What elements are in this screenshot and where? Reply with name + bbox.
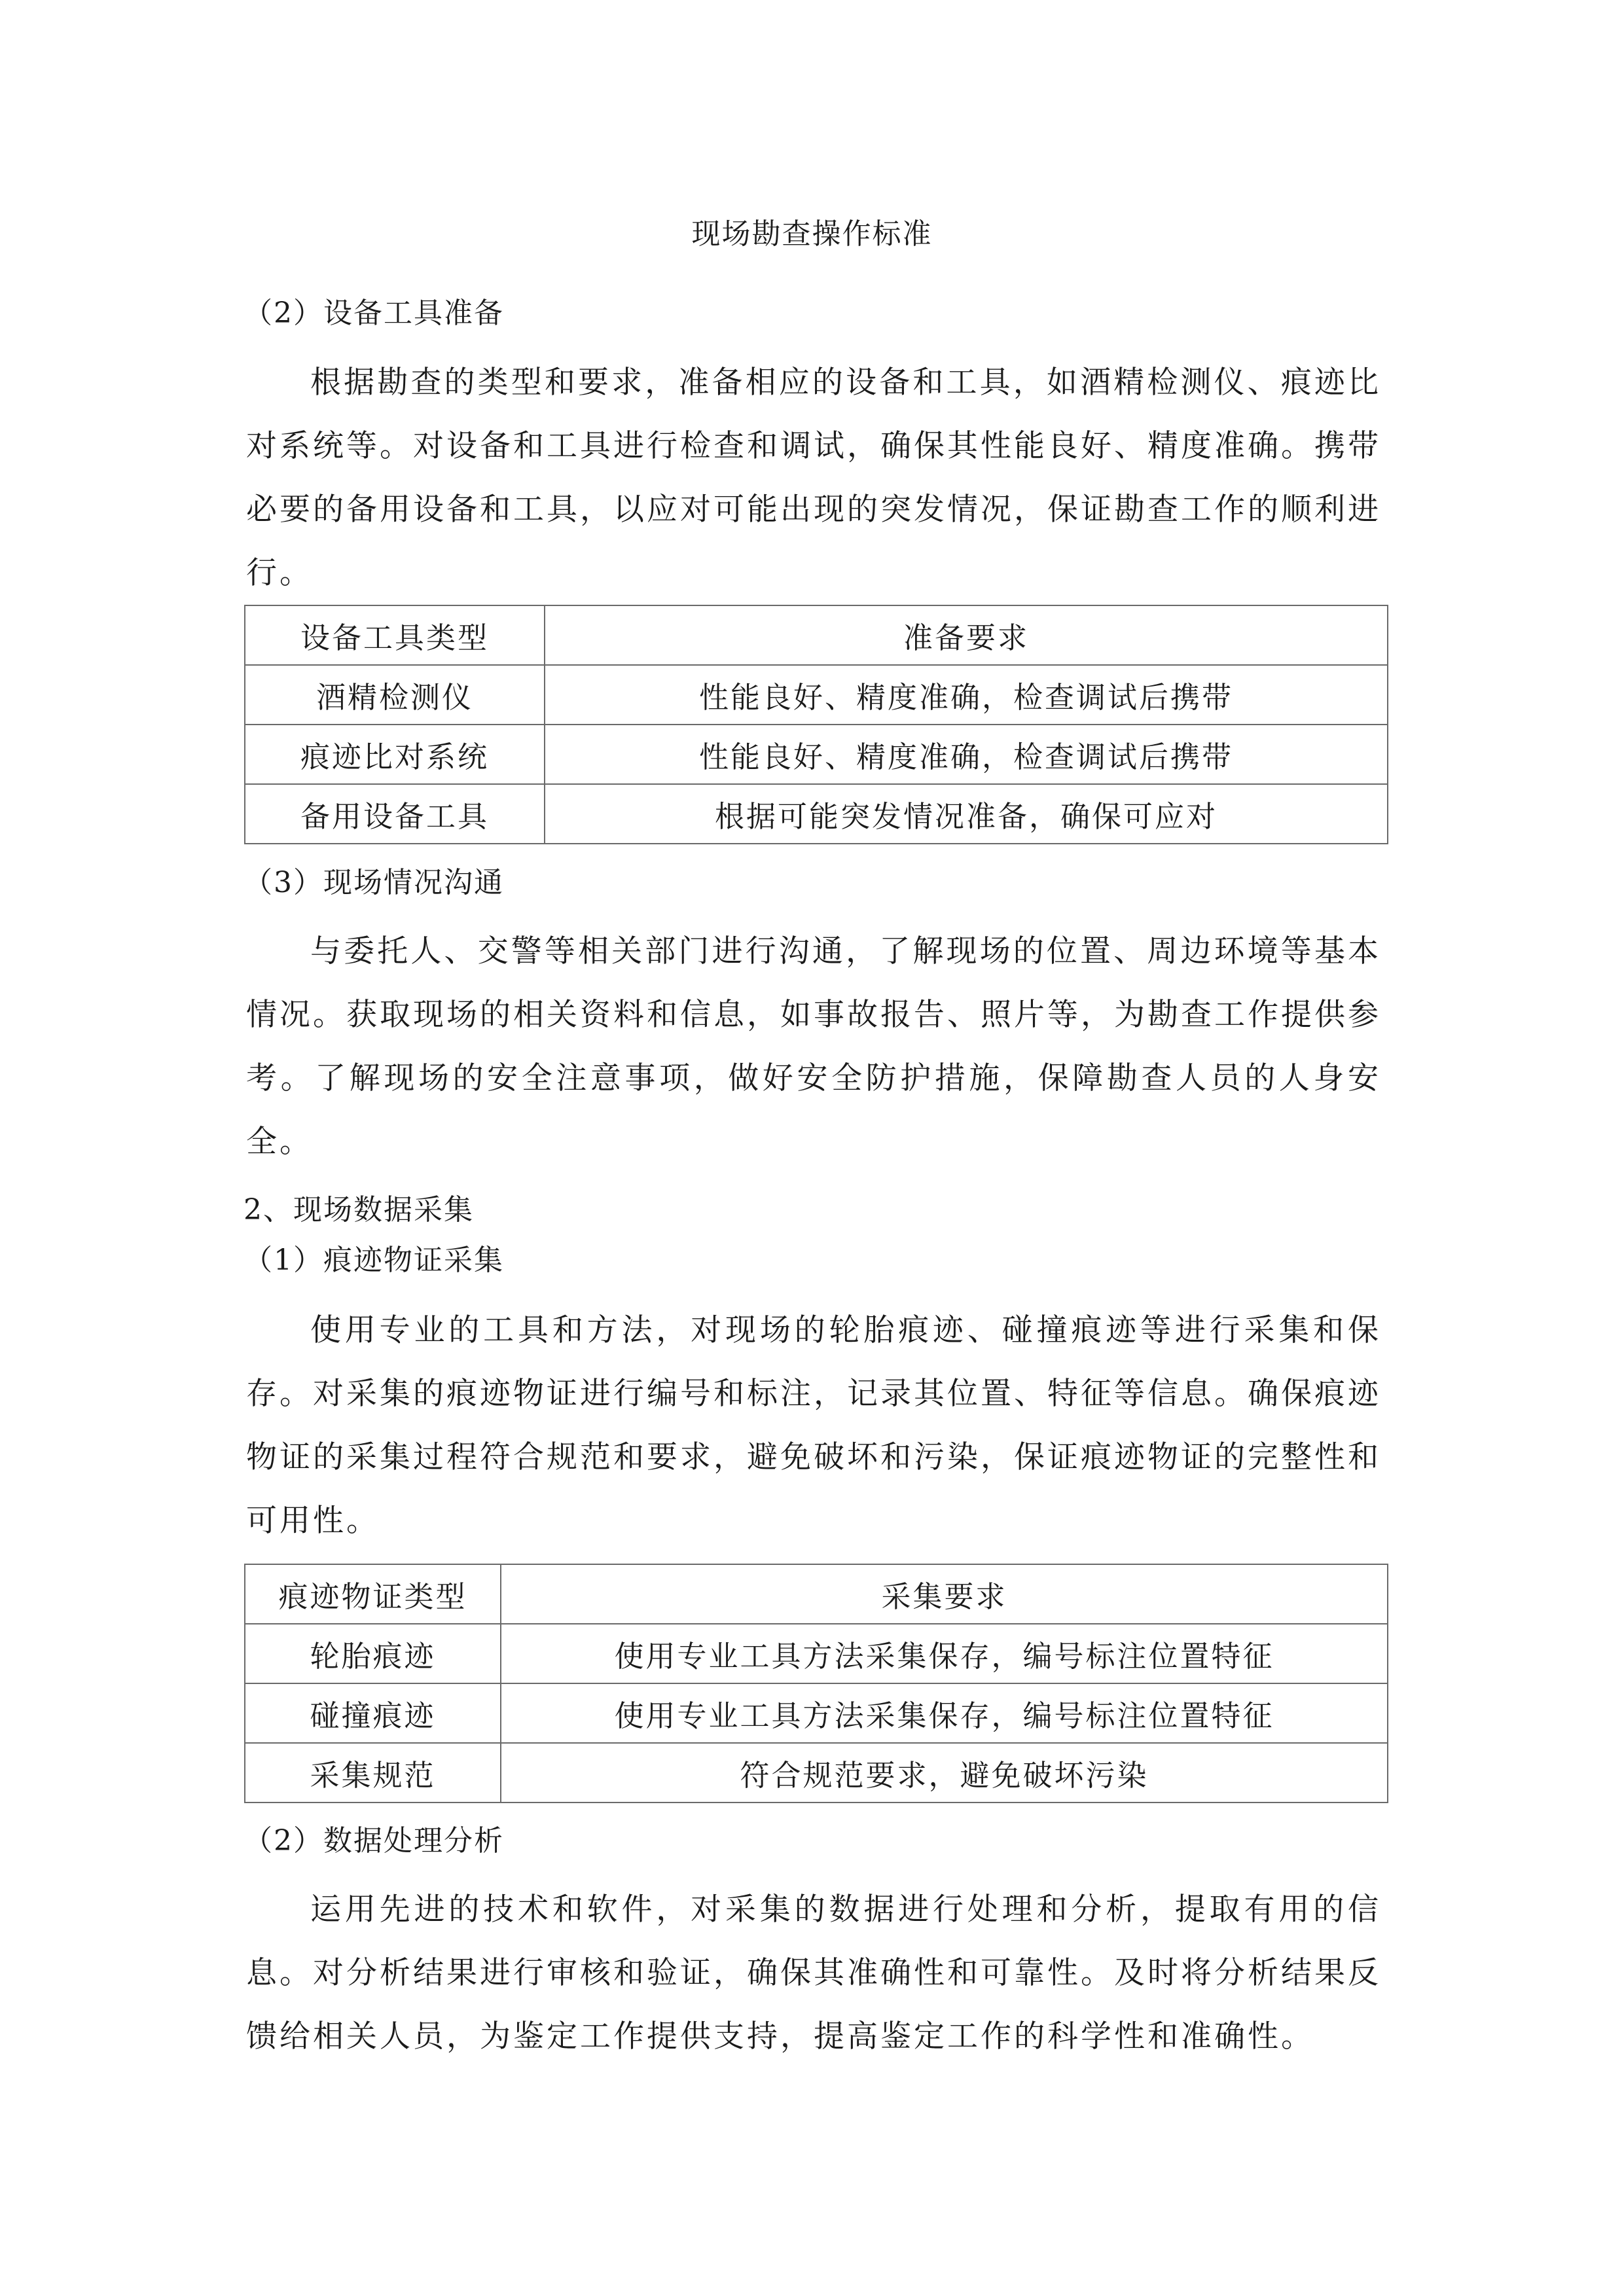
table-cell: 采集规范: [245, 1743, 501, 1803]
table-row: [245, 784, 1388, 844]
table-cell: 使用专业工具方法采集保存，编号标注位置特征: [501, 1624, 1388, 1683]
table-cell: 碰撞痕迹: [245, 1683, 501, 1743]
section-heading-data-collection: 2、现场数据采集: [244, 1193, 474, 1227]
table-cell: 使用专业工具方法采集保存，编号标注位置特征: [501, 1683, 1388, 1743]
section-heading-equipment: （2）设备工具准备: [244, 296, 504, 330]
table-cell: 符合规范要求，避免破坏污染: [501, 1743, 1388, 1803]
table-header-cell: 采集要求: [501, 1564, 1388, 1624]
table-cell: 性能良好、精度准确，检查调试后携带: [545, 725, 1388, 784]
equipment-table: [244, 605, 1388, 844]
table-row: [245, 1683, 1388, 1743]
paragraph-analysis: 运用先进的技术和软件，对采集的数据进行处理和分析，提取有用的信息。对分析结果进行审核和验证，确保其准确性和可靠性。及时将分析结果反馈给相关人员，为鉴定工作提供支持，提高鉴定工作的科学性和准确性。: [246, 1892, 1381, 2054]
paragraph-trace: 使用专业的工具和方法，对现场的轮胎痕迹、碰撞痕迹等进行采集和保存。对采集的痕迹物证进行编号和标注，记录其位置、特征等信息。确保痕迹物证的采集过程符合规范和要求，避免破坏和污染，保证痕迹物证的完整性和可用性。: [246, 1312, 1381, 1539]
section-heading-analysis: （2）数据处理分析: [244, 1824, 504, 1857]
table-cell: 酒精检测仪: [245, 665, 545, 725]
table-row: [245, 1624, 1388, 1683]
table-header-cell: 设备工具类型: [245, 605, 545, 665]
section-heading-communication: （3）现场情况沟通: [244, 866, 504, 899]
table-row: [245, 665, 1388, 725]
table-cell: 轮胎痕迹: [245, 1624, 501, 1683]
table-cell: 性能良好、精度准确，检查调试后携带: [545, 665, 1388, 725]
table-header-row: [245, 1564, 1388, 1624]
table-row: [245, 1743, 1388, 1803]
table-cell: 备用设备工具: [245, 784, 545, 844]
table-header-cell: 痕迹物证类型: [245, 1564, 501, 1624]
table-header-cell: 准备要求: [545, 605, 1388, 665]
section-heading-trace: （1）痕迹物证采集: [244, 1244, 504, 1277]
table-row: [245, 725, 1388, 784]
paragraph-equipment: 根据勘查的类型和要求，准备相应的设备和工具，如酒精检测仪、痕迹比对系统等。对设备和工具进行检查和调试，确保其性能良好、精度准确。携带必要的备用设备和工具，以应对可能出现的突发情况，保证勘查工作的顺利进行。: [246, 365, 1381, 591]
table-cell: 根据可能突发情况准备，确保可应对: [545, 784, 1388, 844]
trace-table: [244, 1564, 1388, 1803]
page-title: 现场勘查操作标准: [691, 217, 933, 251]
table-header-row: [245, 605, 1388, 665]
table-cell: 痕迹比对系统: [245, 725, 545, 784]
paragraph-communication: 与委托人、交警等相关部门进行沟通，了解现场的位置、周边环境等基本情况。获取现场的相关资料和信息，如事故报告、照片等，为勘查工作提供参考。了解现场的安全注意事项，做好安全防护措施，保障勘查人员的人身安全。: [246, 933, 1381, 1160]
